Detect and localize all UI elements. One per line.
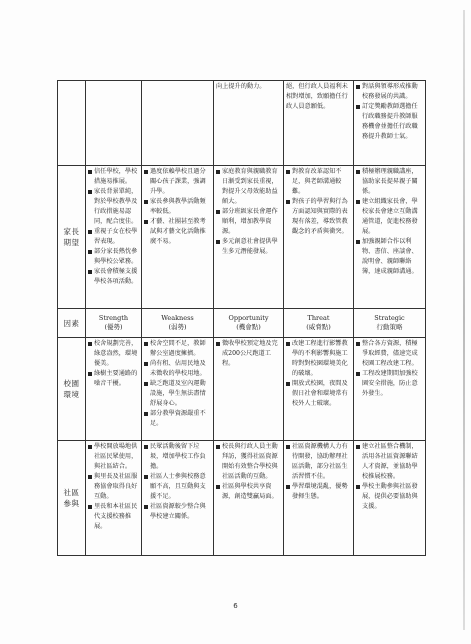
- cell-item: [216, 442, 281, 482]
- header-opportunity-line: (機會點): [236, 323, 261, 331]
- bullet-square-icon: [88, 270, 92, 274]
- cell-opportunity: [214, 441, 284, 556]
- cell-item: [286, 379, 351, 409]
- swot-analysis-table: [57, 80, 426, 556]
- bullet-square-icon: [286, 445, 290, 449]
- cell-item-text: 學校主動參與社區發展，提供必要協助與支援。: [362, 483, 418, 510]
- bullet-square-icon: [286, 382, 290, 386]
- bullet-square-icon: [88, 505, 92, 509]
- bullet-square-icon: [356, 170, 360, 174]
- cell-threat: [284, 81, 354, 166]
- header-threat: [284, 309, 354, 338]
- header-strategic-line: Strategic: [374, 314, 405, 322]
- cell-item: [88, 442, 139, 472]
- cell-item: [88, 227, 139, 247]
- cell-item: [88, 267, 139, 287]
- cell-strategic: [354, 441, 426, 556]
- table-row: [58, 441, 426, 556]
- bullet-square-icon: [144, 362, 148, 366]
- cell-item-text: 民眾活動後留下垃圾，增加學校工作負擔。: [150, 443, 206, 470]
- bullet-square-icon: [216, 485, 220, 489]
- cell-strength: [86, 166, 142, 309]
- cell-item: [216, 339, 281, 369]
- bullet-square-icon: [356, 240, 360, 244]
- cell-item: [356, 482, 423, 512]
- header-opportunity-line: Opportunity: [228, 314, 269, 322]
- cell-item-text: 整合各方資源，積極爭取經費，儘速完成校園工程改建工程。: [362, 340, 418, 367]
- cell-item: [144, 442, 211, 472]
- cell-item-text: 徵收學校預定地及完成200公尺跑道工程。: [222, 340, 278, 367]
- cell-item: [356, 369, 423, 399]
- header-threat-line: Threat: [307, 314, 330, 322]
- cell-item: [216, 82, 281, 92]
- bullet-square-icon: [356, 85, 360, 89]
- cell-item-text: 尚有租、佔用民地及未徵收的學校用地。: [150, 360, 206, 377]
- row-label: 社區參與: [58, 441, 86, 556]
- header-weakness-line: (弱勢): [168, 323, 187, 331]
- page-number: 6: [233, 602, 238, 610]
- cell-item-text: 社區與學校共享資源，創造雙贏局面。: [222, 483, 278, 500]
- header-strategic: [354, 309, 426, 338]
- cell-weakness: [142, 338, 214, 441]
- cell-opportunity: [214, 81, 284, 166]
- bullet-square-icon: [286, 170, 290, 174]
- cell-opportunity: [214, 338, 284, 441]
- cell-item-text: 積極辦理親職講座，協助家長提昇親子關係。: [362, 168, 418, 195]
- cell-item-text: 里長和本社區民代支援校務推展。: [94, 503, 138, 530]
- cell-item-text: 校長與行政人員主動拜訪，獲得社區資源開始有效整合學校與社區活動的互動。: [222, 443, 278, 480]
- header-threat-line: (威脅點): [306, 323, 331, 331]
- cell-strategic: [354, 166, 426, 309]
- cell-item: [88, 167, 139, 187]
- bullet-square-icon: [88, 190, 92, 194]
- cell-strategic: [354, 81, 426, 166]
- cell-item: [216, 207, 281, 237]
- cell-item: [216, 167, 281, 207]
- bullet-square-icon: [216, 170, 220, 174]
- cell-item: [216, 482, 281, 502]
- header-strength-line: (優勢): [104, 323, 123, 331]
- cell-item-text: 部分教學資源嚴重不足。: [150, 410, 206, 427]
- bullet-square-icon: [88, 475, 92, 479]
- bullet-square-icon: [356, 445, 360, 449]
- cell-item: [144, 379, 211, 409]
- bullet-square-icon: [216, 210, 220, 214]
- header-weakness: [142, 309, 214, 338]
- cell-item-text: 才藝、社團甚至教考試與才藝文化活動推廣不易。: [150, 218, 206, 245]
- cell-item-text: 改建工程進行影響教學的不利影響與施工時對對校園環境美化的破壞。: [292, 340, 348, 377]
- cell-item: [286, 197, 351, 237]
- cell-item-text: 家長會積極支援學校各項活動。: [94, 268, 138, 285]
- cell-item-text: 與里長及社區服務協會取得良好互動。: [94, 473, 138, 500]
- cell-strength: [86, 81, 142, 166]
- cell-item-text: 對教育改革認知不足，與老師溝通較難。: [292, 168, 342, 195]
- cell-item-text: 開放式校園，夜間及假日社會和環境常有校外人士破壞。: [292, 380, 348, 407]
- cell-item-text: 工程改建期間加強校園安全措施，防止意外發生。: [362, 370, 418, 397]
- cell-item: [216, 237, 281, 257]
- header-opportunity: [214, 309, 284, 338]
- cell-item-text: 家長參與教學活動頻率較低。: [150, 198, 206, 215]
- cell-item: [356, 197, 423, 237]
- bullet-square-icon: [88, 230, 92, 234]
- bullet-square-icon: [356, 372, 360, 376]
- cell-item-text: 重視子女在校學習表現。: [94, 228, 138, 245]
- row-label: 家長期望: [58, 166, 86, 309]
- cell-item: [286, 442, 351, 482]
- bullet-square-icon: [286, 342, 290, 346]
- cell-item: [286, 167, 351, 197]
- cell-item-text: 校舍空間不足，教師辦公室過度擁擠。: [150, 340, 206, 357]
- cell-item-text: 多元創意社會提供學生多元潛能發展。: [222, 238, 278, 255]
- cell-item: [88, 247, 139, 267]
- cell-threat: [284, 166, 354, 309]
- table-row: [58, 338, 426, 441]
- cell-item-text: 社區資源較少整合與學校建立關係。: [150, 503, 206, 520]
- cell-strength: [86, 338, 142, 441]
- cell-threat: [284, 338, 354, 441]
- cell-item: [356, 442, 423, 482]
- header-factor: 因素: [58, 309, 86, 338]
- cell-item-text: 學校開放場地供社區民眾使用，與社區結合。: [94, 443, 138, 470]
- cell-opportunity: [214, 166, 284, 309]
- cell-item-text: 對孩子的學習與行為方面認知與實際的表現有落差，導致管教觀念的矛盾與衝突。: [292, 198, 348, 235]
- cell-item-text: 綠樹主要通路的噪音干擾。: [94, 370, 138, 387]
- bullet-square-icon: [88, 445, 92, 449]
- cell-item: [356, 237, 423, 277]
- bullet-square-icon: [88, 342, 92, 346]
- cell-weakness: [142, 166, 214, 309]
- cell-item: [144, 502, 211, 522]
- cell-item: [88, 502, 139, 532]
- cell-item: [88, 187, 139, 227]
- header-strength: [86, 309, 142, 338]
- bullet-square-icon: [286, 200, 290, 204]
- cell-item-text: 部分班級家長會運作順利，增加教學資源。: [222, 208, 278, 235]
- cell-item-text: 學習環境混亂，優勢發揮生態。: [292, 483, 348, 500]
- bullet-square-icon: [88, 372, 92, 376]
- cell-weakness: [142, 81, 214, 166]
- cell-strategic: [354, 338, 426, 441]
- header-weakness-line: Weakness: [161, 314, 194, 322]
- bullet-square-icon: [216, 445, 220, 449]
- cell-item: [286, 339, 351, 379]
- row-label: 校園環境: [58, 338, 86, 441]
- cell-item: [356, 167, 423, 197]
- cell-item: [144, 359, 211, 379]
- cell-item: [286, 82, 351, 112]
- cell-item-text: 向上提升的動力。: [216, 83, 266, 90]
- row-label: [58, 81, 86, 166]
- cell-item-text: 絕，但行政人員福利未相對增加，致願擔任行政人員意願低。: [286, 83, 348, 110]
- header-row: [58, 309, 426, 338]
- bullet-square-icon: [144, 475, 148, 479]
- bullet-square-icon: [144, 170, 148, 174]
- bullet-square-icon: [144, 382, 148, 386]
- bullet-square-icon: [356, 342, 360, 346]
- cell-item: [88, 369, 139, 389]
- cell-item-text: 訂定獎勵教師選擔任行政職務提升教師服務機會並擔任行政職務提升教師士氣。: [362, 103, 418, 140]
- bullet-square-icon: [144, 342, 148, 346]
- bullet-square-icon: [88, 250, 92, 254]
- cell-item: [144, 339, 211, 359]
- bullet-square-icon: [216, 240, 220, 244]
- bullet-square-icon: [88, 170, 92, 174]
- cell-item-text: 對話與領導形成推動校務發展的共識。: [362, 83, 418, 100]
- page-edge-shadow: [463, 10, 465, 630]
- cell-item-text: 社區資源機構人力有待開發，協助辦理社區活動，部分社區生活習慣不佳。: [292, 443, 348, 480]
- cell-item-text: 部分家長熱忱參與學校公眾務。: [94, 248, 138, 265]
- cell-item: [356, 102, 423, 142]
- bullet-square-icon: [144, 220, 148, 224]
- cell-weakness: [142, 441, 214, 556]
- cell-item: [144, 197, 211, 217]
- cell-item: [88, 472, 139, 502]
- cell-item-text: 家庭教育與親職教育日漸受到家長重視，對提升父母效能助益頗大。: [222, 168, 278, 205]
- header-strategic-line: 行動策略: [376, 323, 403, 331]
- table-row: [58, 166, 426, 309]
- cell-item-text: 加強親師合作以利物、書信、座談會、說明會、親師聯絡簿，達成親師溝通。: [362, 238, 418, 275]
- bullet-square-icon: [356, 105, 360, 109]
- cell-item-text: 社區人士參與校務意願不高，且互動與支援不足。: [150, 473, 206, 500]
- cell-item-text: 過度依賴學校且過分關心孩子課業，強調升學。: [150, 168, 206, 195]
- cell-item: [356, 82, 423, 102]
- bullet-square-icon: [144, 505, 148, 509]
- header-strength-line: Strength: [98, 314, 129, 322]
- bullet-square-icon: [144, 200, 148, 204]
- cell-item-text: 建立組織家長會，學校家長會建立互動溝通管道，促進校務發展。: [362, 198, 418, 235]
- cell-item-text: 缺乏跑道及室內運動設施，學生無法盡情舒展身心。: [150, 380, 206, 407]
- cell-item: [286, 482, 351, 502]
- cell-item: [356, 339, 423, 369]
- cell-item-text: 校舍規劃完善，綠意盎然，環境優美。: [94, 340, 138, 367]
- cell-threat: [284, 441, 354, 556]
- cell-item: [144, 472, 211, 502]
- table-row: [58, 81, 426, 166]
- bullet-square-icon: [144, 445, 148, 449]
- cell-strength: [86, 441, 142, 556]
- cell-item-text: 信任學校，學校措施易推展。: [94, 168, 138, 185]
- cell-item: [144, 167, 211, 197]
- cell-item-text: 建立社區整合機制，活用各社區資源聯結人才資源，並協助學校推展校務。: [362, 443, 418, 480]
- bullet-square-icon: [356, 485, 360, 489]
- bullet-square-icon: [356, 200, 360, 204]
- cell-item: [88, 339, 139, 369]
- bullet-square-icon: [216, 342, 220, 346]
- cell-item: [144, 217, 211, 247]
- cell-item: [144, 409, 211, 429]
- bullet-square-icon: [144, 412, 148, 416]
- bullet-square-icon: [286, 485, 290, 489]
- cell-item-text: 家長背景單純，對於學校教學及行政措施易認同，配合度佳。: [94, 188, 138, 225]
